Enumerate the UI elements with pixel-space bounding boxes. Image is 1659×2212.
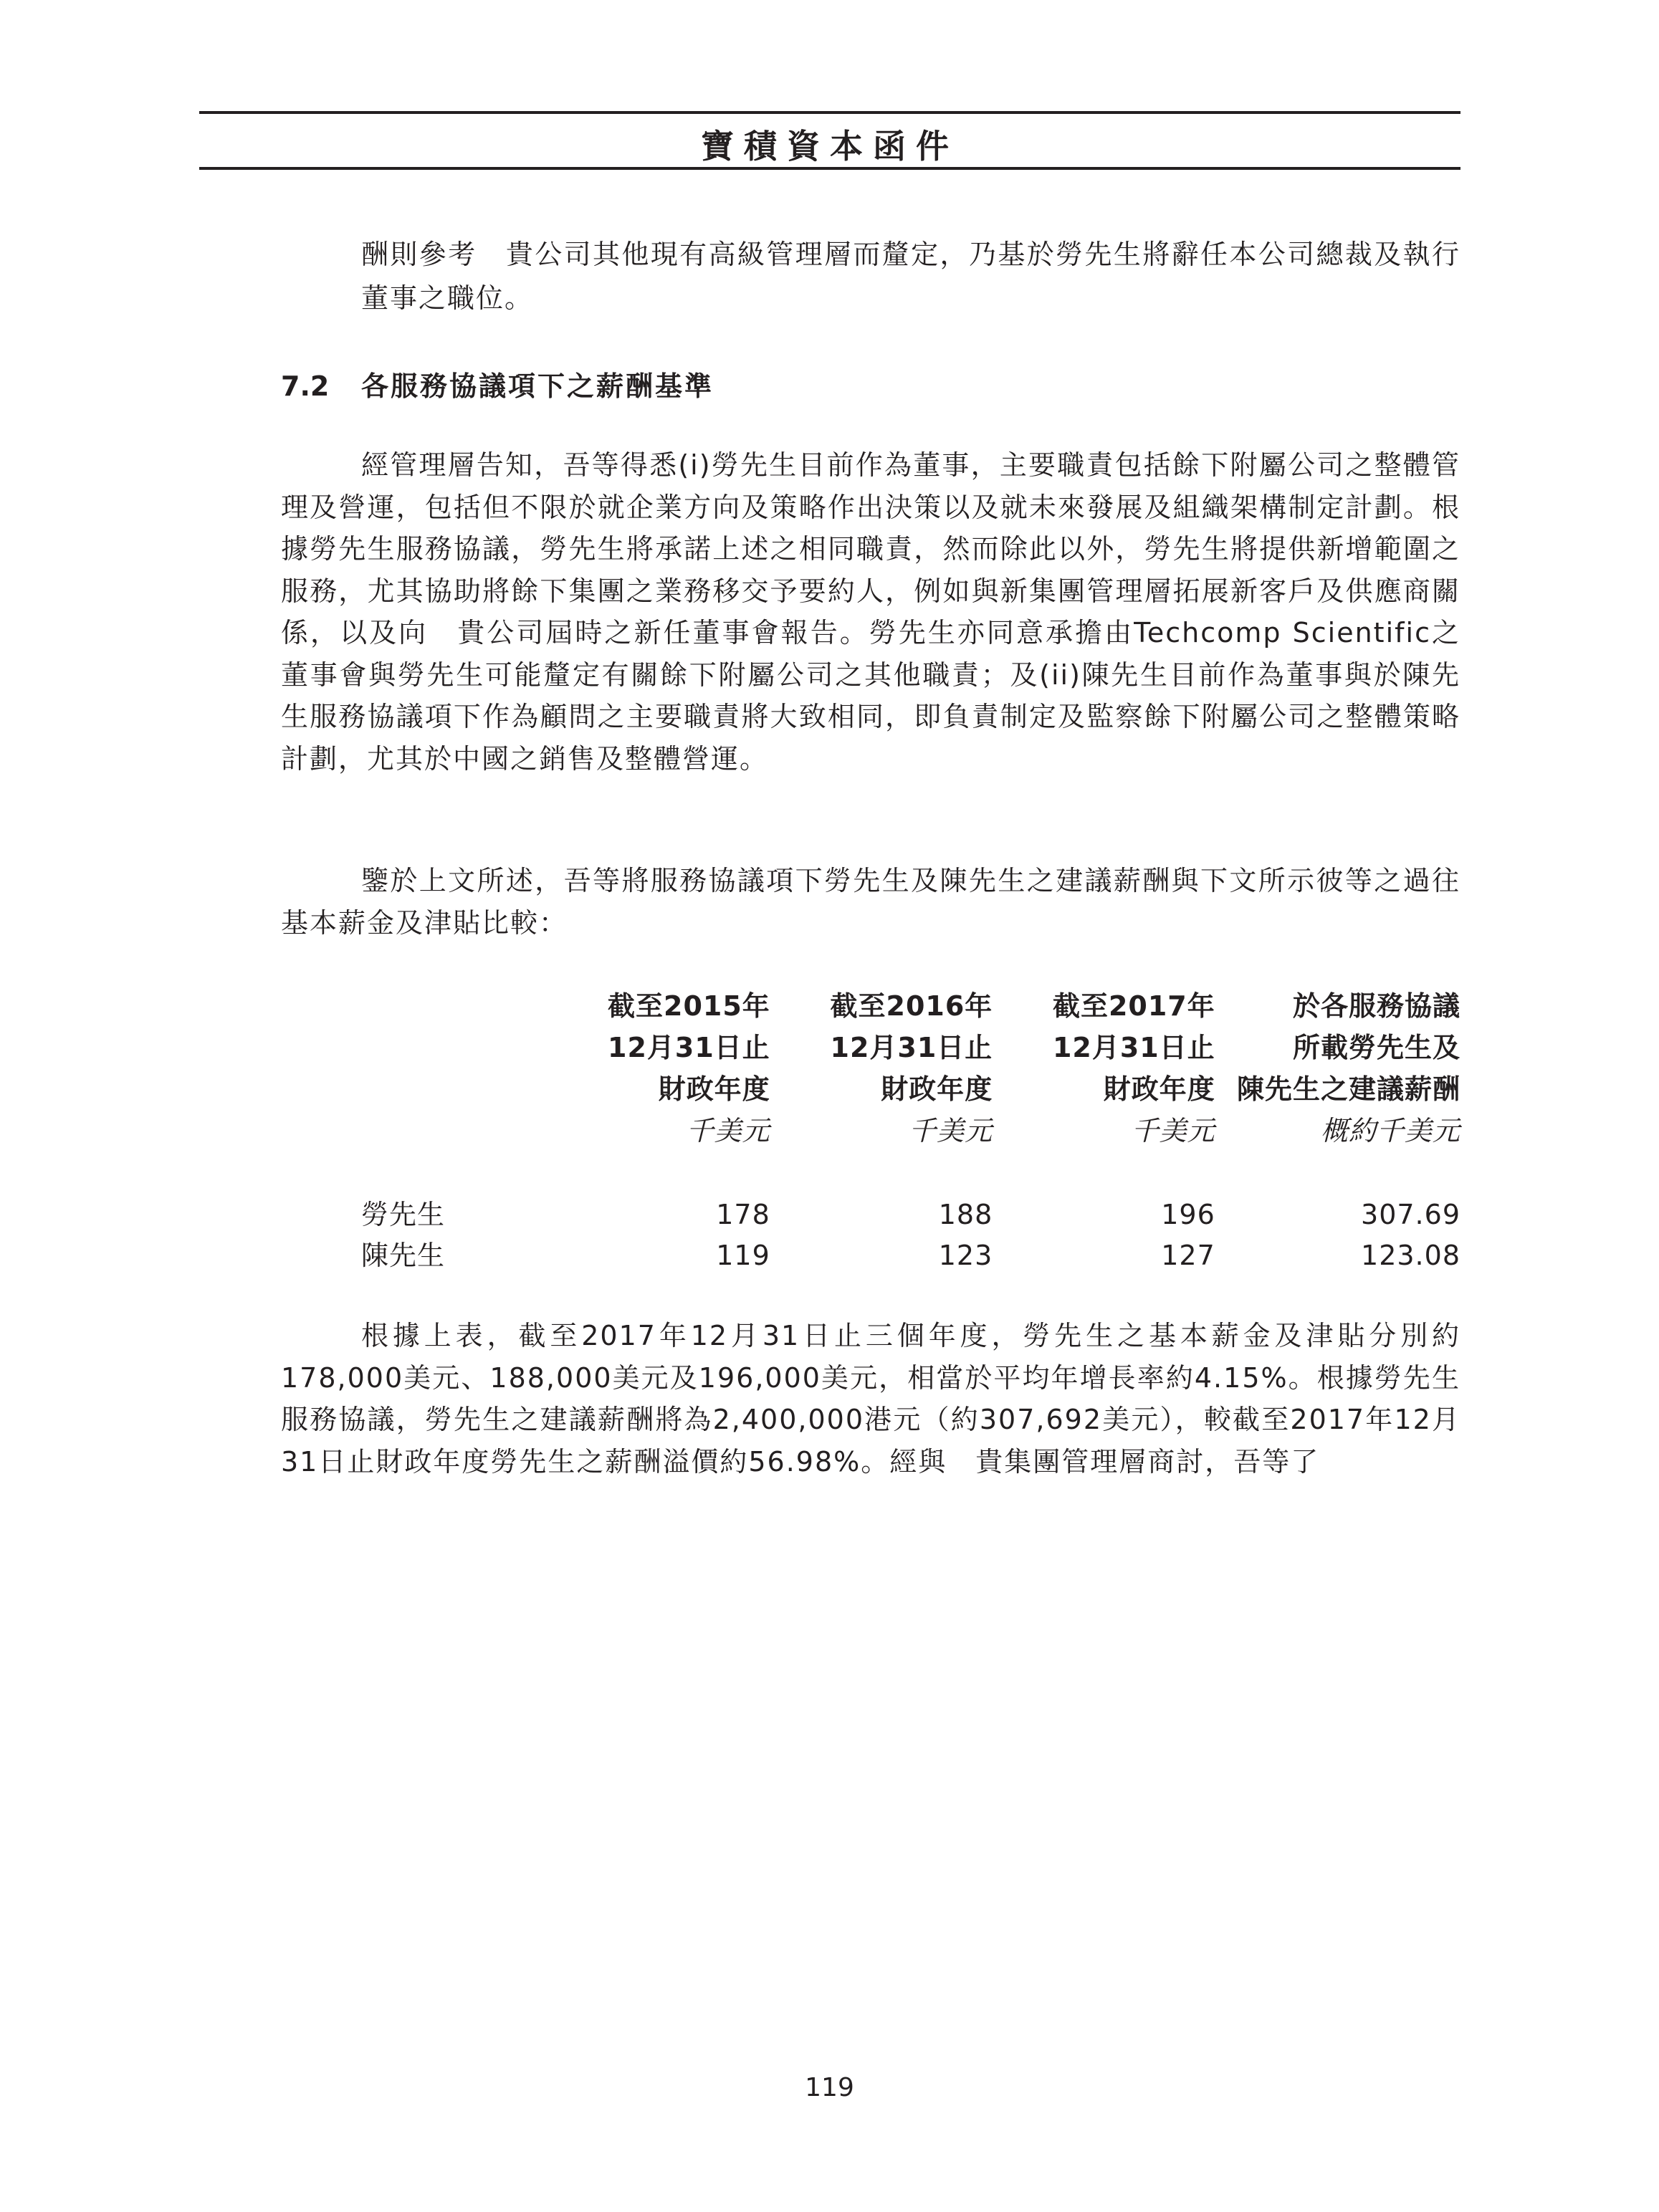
row-name: 陳先生 xyxy=(361,1240,446,1271)
col-2015-line1: 截至2015年 xyxy=(608,990,770,1022)
paragraph-comparison-intro xyxy=(281,860,1460,944)
remuneration-comparison-table xyxy=(281,985,1460,1276)
paragraph-duties-text: 經管理層告知，吾等得悉(i)勞先生目前作為董事，主要職責包括餘下附屬公司之整體管理及營運，包括但不限於就企業方向及策略作出決策以及就未來發展及組織架構制定計劃。根據勞先生服務協議，勞先生將承諾上述之相同職責，然而除此以外，勞先生將提供新增範圍之服務，尤其協助將餘下集團之業務移交予要約人，例如與新集團管理層拓展新客戶及供應商關係，以及向 貴公司屆時之新任董事會報告。勞先生亦同意承擔由Techcomp Scientific之董事會與勞先生可能釐定有關餘下附屬公司之其他職責；及(ii)陳先生目前作為董事與於陳先生服務協議項下作為顧問之主要職責將大致相同，即負責制定及監察餘下附屬公司之整體策略計劃，尤其於中國之銷售及整體營運。 xyxy=(281,449,1460,775)
header-rule-bottom xyxy=(199,167,1460,170)
table-unit-row xyxy=(281,1110,1460,1152)
col-proposed-unit: 概約千美元 xyxy=(1320,1115,1460,1146)
section-title: 各服務協議項下之薪酬基準 xyxy=(361,370,714,402)
col-2017-line1: 截至2017年 xyxy=(1052,990,1215,1022)
col-2016-line3: 財政年度 xyxy=(881,1073,993,1105)
table-cell: 307.69 xyxy=(1361,1199,1460,1230)
col-2016-line1: 截至2016年 xyxy=(830,990,993,1022)
table-cell: 119 xyxy=(716,1240,770,1271)
letter-header-title: 寶積資本函件 xyxy=(701,127,959,166)
intro-continuation-paragraph: 酬則參考 貴公司其他現有高級管理層而釐定，乃基於勞先生將辭任本公司總裁及執行董事之職位。 xyxy=(361,239,1460,314)
col-2017-line3: 財政年度 xyxy=(1103,1073,1215,1105)
col-2016-unit: 千美元 xyxy=(909,1115,993,1146)
paragraph-comparison-intro-text: 鑒於上文所述，吾等將服務協議項下勞先生及陳先生之建議薪酬與下文所示彼等之過往基本薪金及津貼比較： xyxy=(281,865,1460,939)
page-number: 119 xyxy=(805,2073,854,2102)
col-2017-unit: 千美元 xyxy=(1131,1115,1215,1146)
header-rule-top xyxy=(199,111,1460,114)
table-cell: 123 xyxy=(938,1240,993,1271)
table-row xyxy=(281,1235,1460,1276)
paragraph-duties xyxy=(281,444,1460,780)
table-cell: 127 xyxy=(1161,1240,1215,1271)
table-cell: 123.08 xyxy=(1361,1240,1460,1271)
col-proposed-line1: 於各服務協議 xyxy=(1292,990,1460,1022)
table-header-row-3 xyxy=(281,1068,1460,1110)
table-cell: 196 xyxy=(1161,1199,1215,1230)
col-2015-unit: 千美元 xyxy=(686,1115,770,1146)
table-header-row-2 xyxy=(281,1027,1460,1068)
table-row xyxy=(281,1194,1460,1235)
col-2017-line2: 12月31日止 xyxy=(1052,1032,1215,1063)
section-number: 7.2 xyxy=(281,370,330,402)
row-name: 勞先生 xyxy=(361,1199,446,1230)
section-heading xyxy=(281,364,714,403)
table-cell: 188 xyxy=(938,1199,993,1230)
col-2016-line2: 12月31日止 xyxy=(830,1032,993,1063)
col-2015-line2: 12月31日止 xyxy=(608,1032,770,1063)
table-cell: 178 xyxy=(716,1199,770,1230)
col-proposed-line2: 所載勞先生及 xyxy=(1292,1032,1460,1063)
table-header-row-1 xyxy=(281,985,1460,1027)
col-2015-line3: 財政年度 xyxy=(658,1073,770,1105)
paragraph-analysis-text: 根據上表，截至2017年12月31日止三個年度，勞先生之基本薪金及津貼分別約178,000美元、188,000美元及196,000美元，相當於平均年增長率約4.15%。根據勞先生服務協議，勞先生之建議薪酬將為2,400,000港元（約307,692美元），較截至2017年12月31日止財政年度勞先生之薪酬溢價約56.98%。經與 貴集團管理層商討，吾等了 xyxy=(281,1320,1460,1478)
paragraph-analysis xyxy=(281,1315,1460,1483)
col-proposed-line3: 陳先生之建議薪酬 xyxy=(1236,1073,1460,1105)
